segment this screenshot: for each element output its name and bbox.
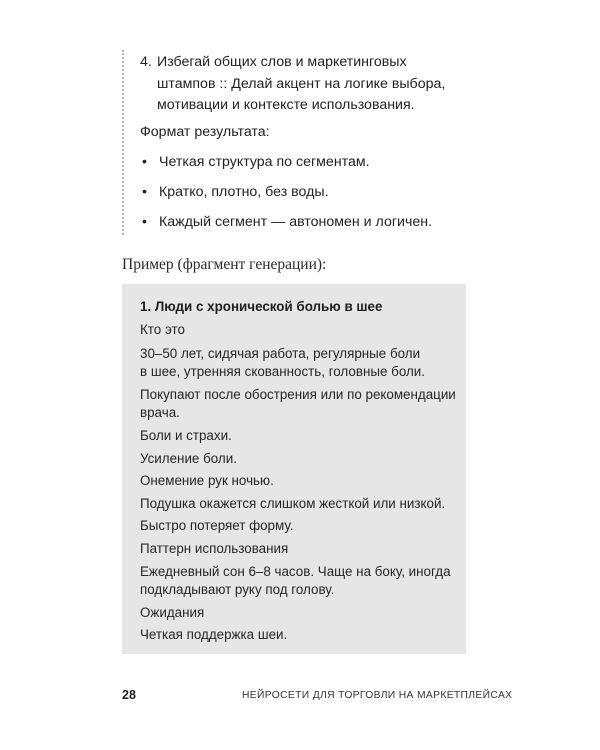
bullet-text: Четкая структура по сегментам.: [159, 154, 370, 170]
example-line: Боли и страхи.: [140, 428, 232, 443]
bullet-item: [140, 212, 480, 233]
example-line: Четкая поддержка шеи.: [140, 627, 288, 642]
example-caption: Пример (фрагмент генерации):: [122, 256, 327, 273]
page-number: 28: [122, 688, 136, 702]
bullet-text: Каждый сегмент — автономен и логичен.: [159, 214, 433, 230]
example-line: Подушка окажется слишком жесткой или низкой.: [140, 496, 446, 511]
running-title: НЕЙРОСЕТИ ДЛЯ ТОРГОВЛИ НА МАРКЕТПЛЕЙСАХ: [242, 690, 513, 701]
example-line: подкладывают руку под голову.: [140, 582, 335, 597]
bullet-marker: •: [142, 184, 147, 200]
bullet-item: [140, 152, 480, 173]
example-line: Покупают после обострения или по рекомендации: [140, 387, 456, 402]
list-item-line: штампов :: Делай акцент на логике выбора,: [157, 75, 446, 92]
example-line: Ежедневный сон 6–8 часов. Чаще на боку, иногда: [140, 564, 451, 579]
example-line: Быстро потеряет форму.: [140, 518, 294, 533]
example-line: Онемение рук ночью.: [140, 473, 274, 488]
example-line: в шее, утренняя скованность, головные боли.: [140, 364, 425, 379]
example-line: 30–50 лет, сидячая работа, регулярные боли: [140, 346, 421, 361]
dotted-margin-rule: [122, 50, 124, 235]
list-item-number: 4.: [140, 54, 152, 70]
list-item-line: мотивации и контексте использования.: [157, 97, 415, 113]
bullet-text: Кратко, плотно, без воды.: [159, 184, 329, 200]
example-line: Усиление боли.: [140, 451, 237, 466]
format-heading: Формат результата:: [140, 124, 270, 140]
example-line: Ожидания: [140, 605, 205, 620]
example-line: Кто это: [140, 322, 185, 337]
numbered-list-item: [140, 52, 470, 117]
bullet-marker: •: [142, 154, 147, 170]
bullet-marker: •: [142, 214, 147, 230]
example-line: врача.: [140, 405, 180, 420]
list-item-line: Избегай общих слов и маркетинговых: [157, 54, 407, 70]
example-line: Паттерн использования: [140, 541, 289, 556]
example-title: 1. Люди с хронической болью в шее: [140, 299, 383, 314]
bullet-item: [140, 182, 480, 203]
